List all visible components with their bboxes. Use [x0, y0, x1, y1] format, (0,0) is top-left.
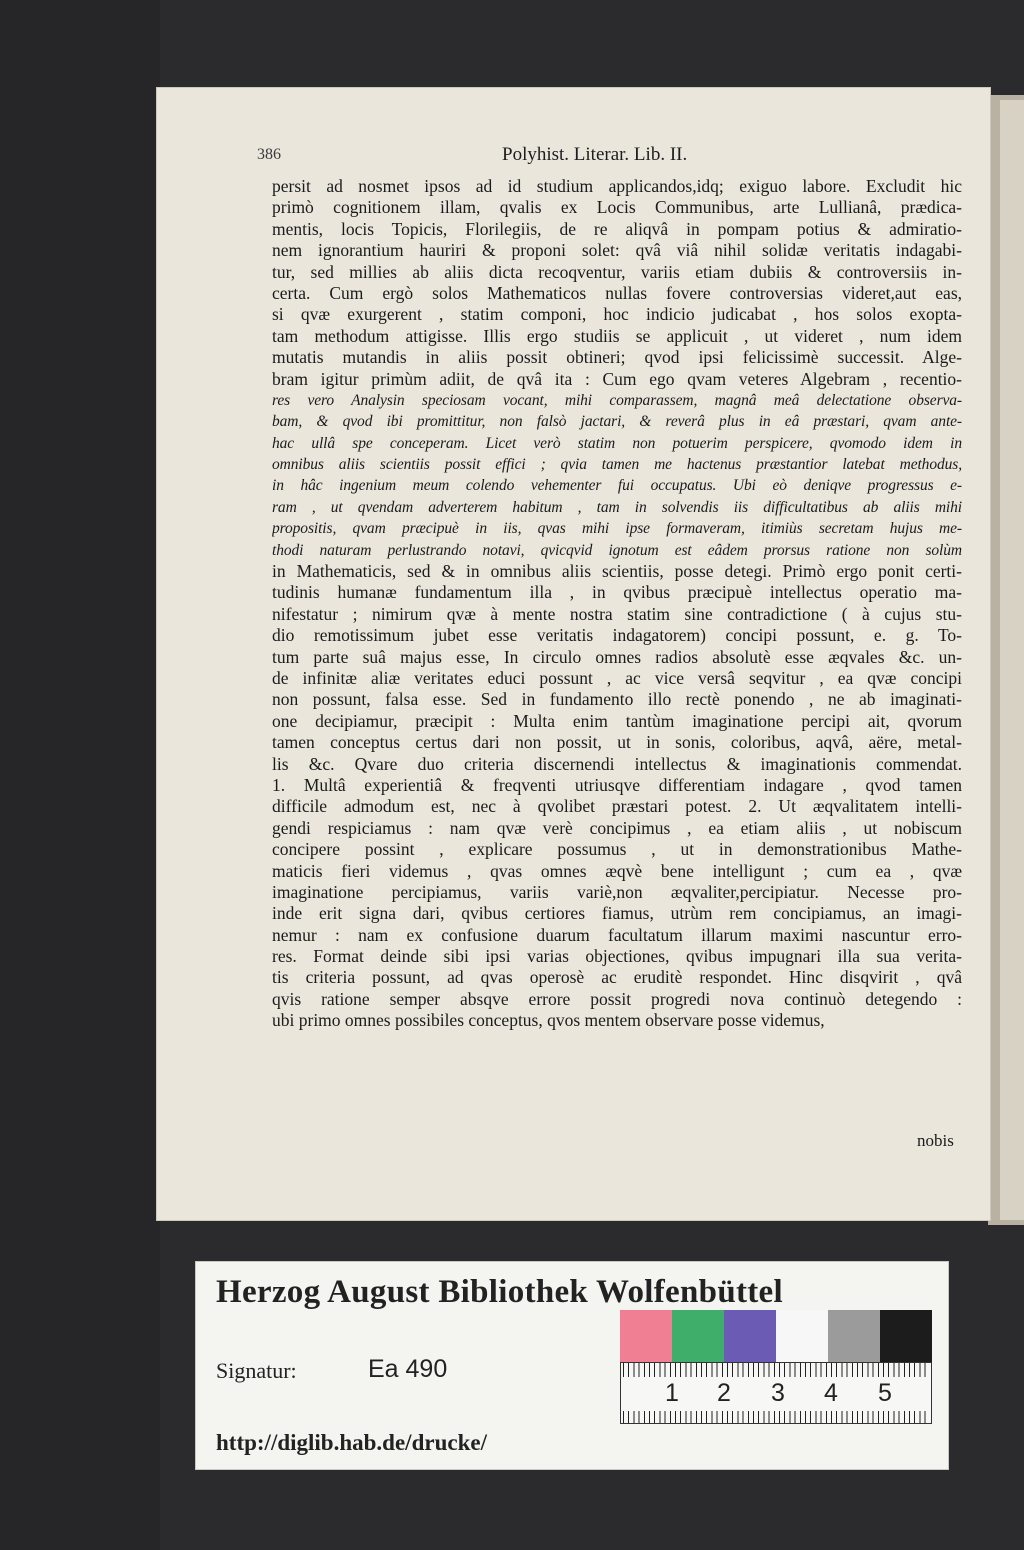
catchword: nobis: [917, 1131, 954, 1150]
text-line: imaginatione percipiamus, variis variè,non æqvaliter,percipiatur. Necesse pro-: [272, 881, 962, 902]
library-name: Herzog August Bibliothek Wolfenbüttel: [216, 1274, 783, 1310]
running-head: Polyhist. Literar. Lib. II.: [502, 144, 688, 165]
text-line: non possunt, falsa esse. Sed in fundamento illo rectè ponendo , ne ab imaginati-: [272, 689, 962, 710]
color-swatch: [620, 1310, 672, 1362]
text-line: ubi primo omnes possibiles conceptus, qvos mentem observare posse videmus,: [272, 1010, 825, 1031]
scale-ticks-top: [623, 1363, 929, 1377]
text-line: one decipiamur, præcipit : Multa enim tantùm imaginatione percipi ait, qvorum: [272, 710, 962, 731]
text-line: gendi respiciamus : nam qvæ verè concipimus , ea etiam aliis , ut nobiscum: [272, 817, 962, 838]
text-line: concipere possint , explicare possumus , ut in demonstrationibus Mathe-: [272, 839, 962, 860]
page-header: [257, 146, 857, 176]
scale-ticks-bottom: [623, 1411, 929, 1423]
library-url: http://diglib.hab.de/drucke/: [216, 1430, 487, 1455]
color-swatch: [776, 1310, 828, 1362]
text-line: res. Format deinde sibi ipsi varias objectiones, qvibus impugnari illa sua verita-: [272, 946, 962, 967]
measurement-scale: [620, 1362, 932, 1424]
text-line: tur, sed millies ab aliis dicta recoqventur, variis etiam dubiis & controversiis in-: [272, 261, 962, 282]
color-swatch: [880, 1310, 932, 1362]
signature-value: Ea 490: [368, 1355, 448, 1383]
text-line-italic: ram , ut qvendam adverterem habitum , tam in solvendis iis difficultatibus ab aliis mihi: [272, 498, 962, 516]
text-line-italic: hac ullâ spe conceperam. Licet verò statim non potuerim perspicere, qvomodo idem in: [272, 434, 962, 452]
text-line: si qvæ exurgerent , statim componi, hoc indicio judicabat , hos solos exopta-: [272, 304, 962, 325]
scale-number: 4: [824, 1379, 838, 1407]
page-number: 386: [257, 146, 281, 163]
text-line: tis criteria possunt, ad qvas operosè ac eruditè respondet. Hinc disqvirit , qvâ: [272, 967, 962, 988]
scale-number: 3: [771, 1379, 785, 1407]
text-line: tudinis humanæ fundamentum illa , in qvibus præcipuè intellectus operatio ma-: [272, 582, 962, 603]
color-swatch: [724, 1310, 776, 1362]
text-line-italic: in hâc ingenium meum colendo vehementer fui occupatus. Ubi eò deniqve progressus e-: [272, 477, 962, 495]
page-edge-inner: [1000, 100, 1024, 1220]
text-line: tamen conceptus certus dari non possit, ut in sonis, coloribus, aqvâ, aëre, metal-: [272, 732, 962, 753]
text-line: bram igitur primùm adiit, de qvâ ita : Cum ego qvam veteres Algebram , recentio-: [272, 368, 962, 389]
body-text: [272, 176, 962, 1032]
text-line: tum parte suâ majus esse, In circulo omnes radios absolutè esse æqvales &c. un-: [272, 646, 962, 667]
color-calibration-chart: [620, 1310, 932, 1364]
text-line: de infinitæ aliæ veritates educi possunt , ac vice versâ seqvitur , ea qvæ concipi: [272, 667, 962, 688]
signature-label: Signatur:: [216, 1358, 297, 1383]
text-line: dio remotissimum jubet esse veritatis indagatorem) concipi possunt, e. g. To-: [272, 625, 962, 646]
book-page: [157, 88, 990, 1220]
scale-number: 1: [665, 1379, 679, 1407]
text-line: 1. Multâ experientiâ & freqventi utriusqve differentiam indagare , qvod tamen: [272, 774, 962, 795]
text-line-italic: omnibus aliis scientiis possit effici ; qvia tamen me hactenus præstantior latebat methodus,: [272, 456, 962, 474]
text-line: nifestatur ; nimirum qvæ à mente nostra statim sine contradictione ( à cujus stu-: [272, 603, 962, 624]
text-line-italic: propositis, qvam præcipuè in iis, qvas mihi ipse formaveram, itimiùs secretam hujus me-: [272, 520, 962, 538]
text-line-italic: res vero Analysin speciosam vocant, mihi comparassem, magnâ meâ delectatione observa-: [272, 391, 962, 409]
text-line: tam methodum attigisse. Illis ergo studiis se applicuit , ut videret , num idem: [272, 325, 962, 346]
scale-number: 5: [878, 1379, 892, 1407]
text-line: nemur : nam ex confusione duarum facultatum illarum maximi nascuntur erro-: [272, 924, 962, 945]
text-line: mentis, locis Topicis, Florilegiis, de re aliqvâ in pompam potius & admiratio-: [272, 218, 962, 239]
scanner-backdrop: [0, 0, 160, 1550]
text-line: maticis fieri videmus , qvas omnes æqvè bene intelligunt ; cum ea , qvæ: [272, 860, 962, 881]
text-line: inde erit signa dari, qvibus certiores fiamus, utrùm rem concipiamus, an imagi-: [272, 903, 962, 924]
text-line: lis &c. Qvare duo criteria discernendi intellectus & imaginationis commendat.: [272, 753, 962, 774]
color-swatch: [828, 1310, 880, 1362]
color-swatch: [672, 1310, 724, 1362]
text-line-italic: thodi naturam perlustrando notavi, qvicqvid ignotum est eâdem prorsus ratione non solùm: [272, 541, 962, 559]
text-line: difficile admodum est, nec à qvolibet præstari potest. 2. Ut æqvalitatem intelli-: [272, 796, 962, 817]
text-line: persit ad nosmet ipsos ad id studium applicandos,idq; exiguo labore. Excludit hic: [272, 176, 962, 196]
text-line: primò cognitionem illam, qvalis ex Locis Communibus, arte Lullianâ, prædica-: [272, 197, 962, 218]
text-line: in Mathematicis, sed & in omnibus aliis scientiis, posse detegi. Primò ergo ponit certi-: [272, 561, 962, 582]
scale-number: 2: [717, 1379, 731, 1407]
text-line: mutatis mutandis in aliis possit obtineri; qvod ipsi felicissimè successit. Alge-: [272, 347, 962, 368]
text-line: nem ignorantium hauriri & proponi solet: qvâ viâ nihil solidæ veritatis indagabi-: [272, 240, 962, 261]
text-line: certa. Cum ergò solos Mathematicos nullas fovere controversias videret,aut eas,: [272, 282, 962, 303]
text-line: qvis ratione semper absqve errore possit progredi nova continuò detegendo :: [272, 988, 962, 1009]
text-line-italic: bam, & qvod ibi promittitur, non falsò jactari, & reverâ plus in eâ præstari, qvam ante-: [272, 413, 962, 431]
